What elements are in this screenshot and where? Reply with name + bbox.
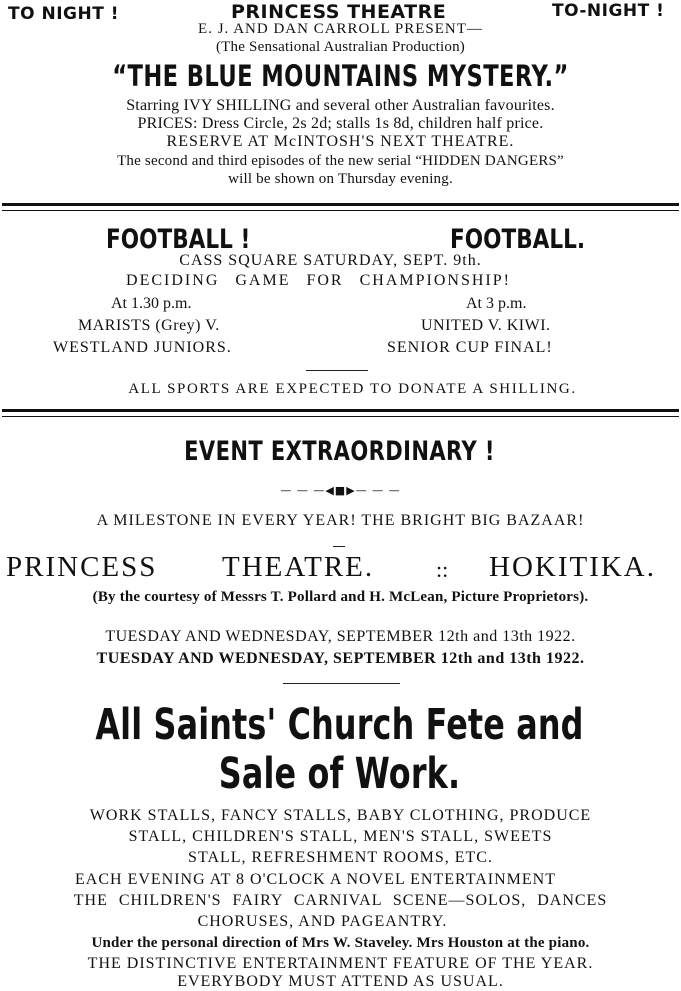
theatre-title: PRINCESS THEATRE xyxy=(231,1,447,23)
match-venue: CASS SQUARE SATURDAY, SEPT. 9th. xyxy=(179,252,482,269)
divider xyxy=(2,416,679,417)
stalls-line-1: WORK STALLS, FANCY STALLS, BABY CLOTHING, PRODUCE xyxy=(89,807,592,824)
divider xyxy=(2,203,679,206)
venue-town: HOKITIKA. xyxy=(489,551,656,583)
match-left-teams-1: MARISTS (Grey) V. xyxy=(78,317,220,334)
short-divider xyxy=(283,683,400,684)
serial-line-2: will be shown on Thursday evening. xyxy=(228,171,453,187)
dates-line-2: TUESDAY AND WEDNESDAY, SEPTEMBER 12th and 13th 1922. xyxy=(96,650,585,667)
divider xyxy=(2,210,679,211)
tonight-right: TO-NIGHT ! xyxy=(552,1,665,21)
ornament-rule: — — — xyxy=(280,484,326,497)
serial-line-1: The second and third episodes of the new serial “HIDDEN DANGERS” xyxy=(117,153,564,169)
fairy-carnival: THE CHILDREN'S FAIRY CARNIVAL SCENE—SOLOS, DANCES xyxy=(73,892,608,909)
kickoff-time-left: At 1.30 p.m. xyxy=(111,295,192,312)
film-title: “THE BLUE MOUNTAINS MYSTERY.” xyxy=(112,59,569,93)
venue-princess: PRINCESS xyxy=(6,551,158,583)
short-divider xyxy=(333,546,345,547)
ornament-divider xyxy=(0,484,681,497)
feature-note: THE DISTINCTIVE ENTERTAINMENT FEATURE OF THE YEAR. xyxy=(87,955,594,972)
match-right-teams-2: SENIOR CUP FINAL! xyxy=(387,339,553,356)
match-left-teams-2: WESTLAND JUNIORS. xyxy=(53,339,232,356)
football-right: FOOTBALL. xyxy=(450,224,586,255)
donate-notice: ALL SPORTS ARE EXPECTED TO DONATE A SHILLING. xyxy=(128,381,577,397)
football-left: FOOTBALL ! xyxy=(106,224,251,255)
ornament-rule: — — — xyxy=(355,484,401,497)
tonight-left: TO NIGHT ! xyxy=(8,4,119,24)
direction-note: Under the personal direction of Mrs W. Staveley. Mrs Houston at the piano. xyxy=(91,935,590,951)
starring: Starring IVY SHILLING and several other Australian favourites. xyxy=(126,97,555,114)
short-divider xyxy=(306,370,368,371)
deciding-game: DECIDING GAME FOR CHAMPIONSHIP! xyxy=(126,272,511,289)
production-subtitle: (The Sensational Australian Production) xyxy=(215,39,465,55)
dates-line-1: TUESDAY AND WEDNESDAY, SEPTEMBER 12th and 13th 1922. xyxy=(105,628,576,645)
prices: PRICES: Dress Circle, 2s 2d; stalls 1s 8d, children half price. xyxy=(137,115,544,132)
milestone: A MILESTONE IN EVERY YEAR! THE BRIGHT BIG BAZAAR! xyxy=(96,512,585,529)
ornament-flourish: ◀■▶ xyxy=(325,484,356,497)
divider xyxy=(2,409,679,412)
choruses: CHORUSES, AND PAGEANTRY. xyxy=(197,913,448,930)
fete-title-line-1: All Saints' Church Fete and xyxy=(95,700,584,750)
courtesy-note: (By the courtesy of Messrs T. Pollard and H. McLean, Picture Proprietors). xyxy=(92,589,589,605)
stalls-line-2: STALL, CHILDREN'S STALL, MEN'S STALL, SWEETS xyxy=(128,828,553,845)
attend-note: EVERYBODY MUST ATTEND AS USUAL. xyxy=(177,973,504,990)
stalls-line-3: STALL, REFRESHMENT ROOMS, ETC. xyxy=(188,849,493,866)
venue-theatre: THEATRE. xyxy=(222,551,375,583)
match-right-teams-1: UNITED V. KIWI. xyxy=(421,317,551,334)
evening-entertainment: EACH EVENING AT 8 O'CLOCK A NOVEL ENTERTAINMENT xyxy=(75,871,556,888)
reserve-notice: RESERVE AT McINTOSH'S NEXT THEATRE. xyxy=(166,133,515,150)
presenters: E. J. AND DAN CARROLL PRESENT— xyxy=(198,21,483,37)
venue-separator: :: xyxy=(436,557,449,582)
kickoff-time-right: At 3 p.m. xyxy=(466,295,527,312)
fete-title-line-2: Sale of Work. xyxy=(218,749,461,799)
event-heading: EVENT EXTRAORDINARY ! xyxy=(184,436,495,467)
